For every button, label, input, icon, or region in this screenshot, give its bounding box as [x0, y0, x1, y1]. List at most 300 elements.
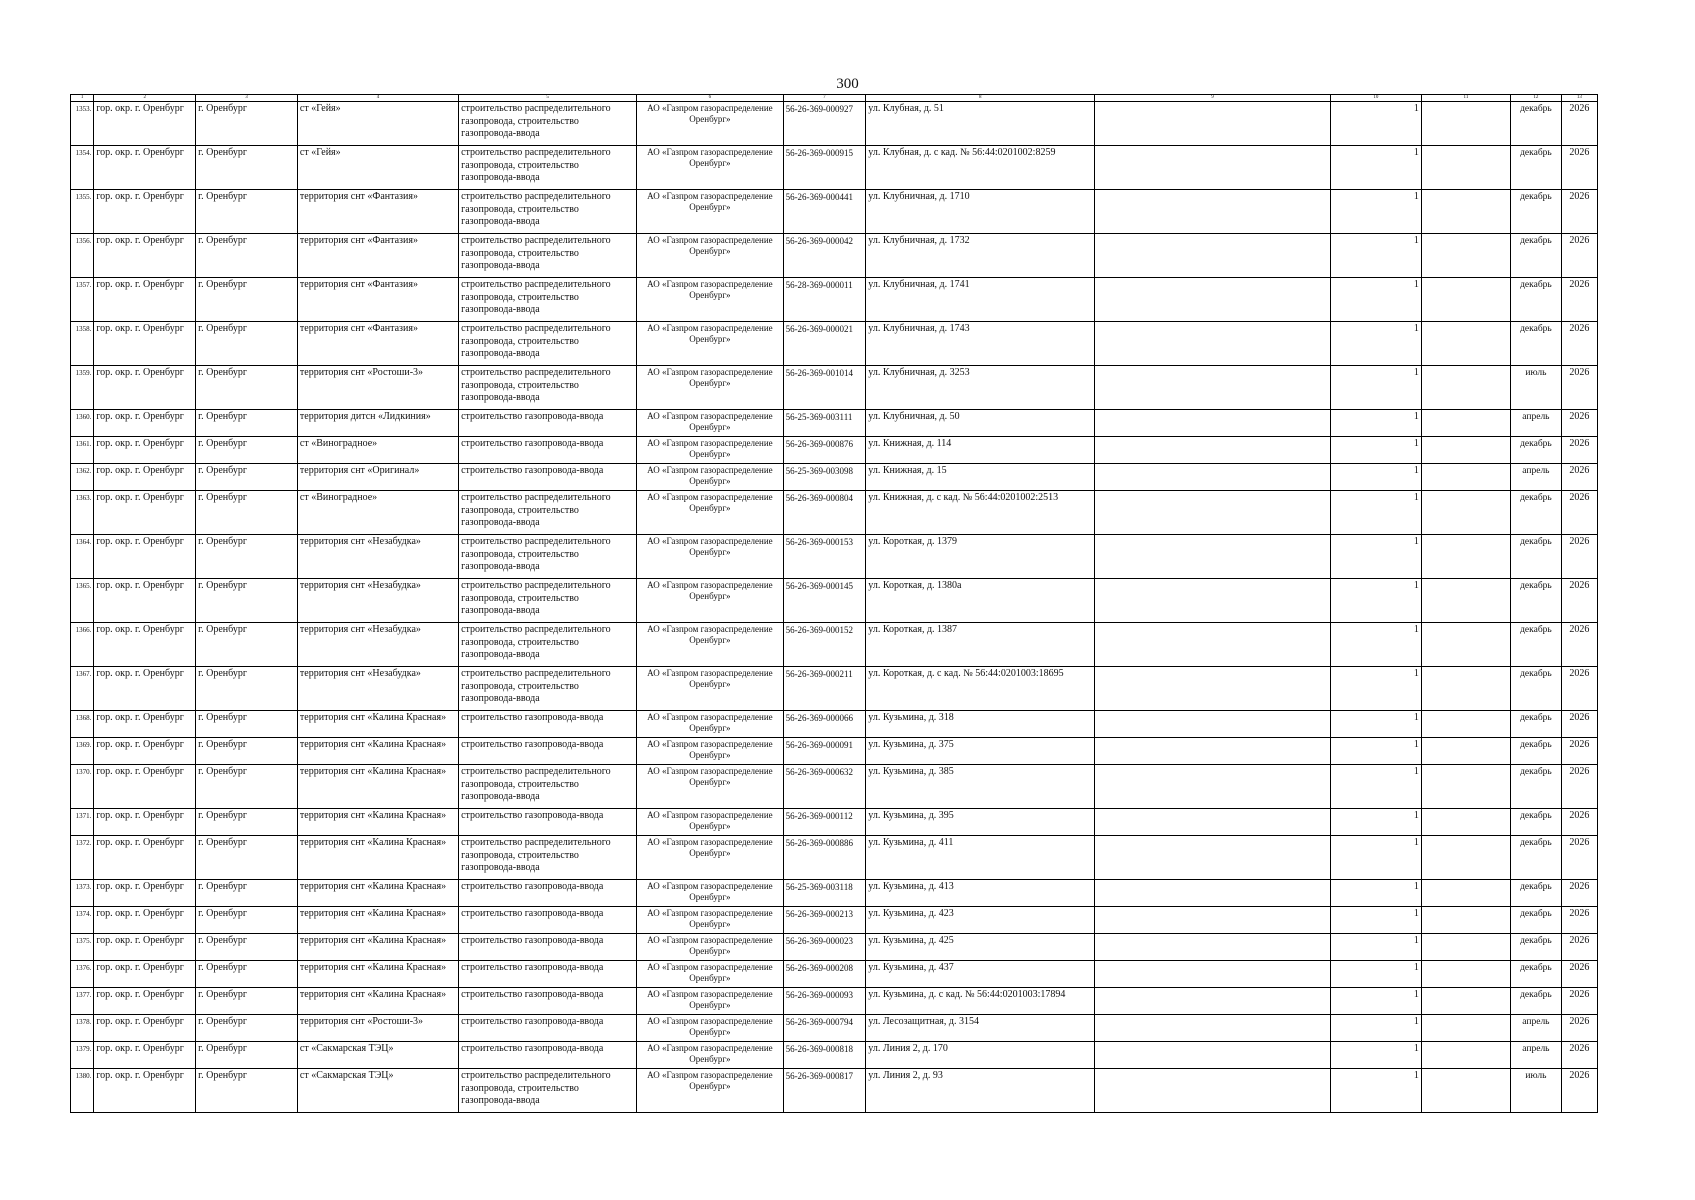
year-cell: 2026	[1561, 234, 1597, 278]
count-cell: 1	[1330, 711, 1421, 738]
column-11-cell	[1421, 322, 1510, 366]
count-cell: 1	[1330, 809, 1421, 836]
month-cell: декабрь	[1510, 934, 1561, 961]
organization-cell: АО «Газпром газораспределение Оренбург»	[637, 322, 783, 366]
column-9-cell	[1095, 437, 1330, 464]
municipality-cell: гор. окр. г. Оренбург	[94, 738, 196, 765]
month-cell: декабрь	[1510, 809, 1561, 836]
application-number-cell: 56-25-369-003118	[783, 880, 866, 907]
address-cell: ул. Клубничная, д. 1743	[866, 322, 1095, 366]
year-cell: 2026	[1561, 366, 1597, 410]
application-number-cell: 56-26-369-000632	[783, 765, 866, 809]
month-cell: апрель	[1510, 464, 1561, 491]
territory-cell: ст «Виноградное»	[297, 437, 458, 464]
row-number: 1359.	[71, 366, 94, 410]
row-number: 1366.	[71, 623, 94, 667]
address-cell: ул. Короткая, д. 1387	[866, 623, 1095, 667]
column-11-cell	[1421, 1015, 1510, 1042]
territory-cell: ст «Гейя»	[297, 146, 458, 190]
count-cell: 1	[1330, 836, 1421, 880]
organization-cell: АО «Газпром газораспределение Оренбург»	[637, 836, 783, 880]
column-11-cell	[1421, 464, 1510, 491]
settlement-cell: г. Оренбург	[196, 437, 298, 464]
column-number: 13	[1561, 95, 1597, 102]
column-11-cell	[1421, 623, 1510, 667]
year-cell: 2026	[1561, 437, 1597, 464]
column-11-cell	[1421, 711, 1510, 738]
address-cell: ул. Кузьмина, д. 318	[866, 711, 1095, 738]
municipality-cell: гор. окр. г. Оренбург	[94, 190, 196, 234]
page-number: 300	[836, 76, 859, 92]
count-cell: 1	[1330, 1015, 1421, 1042]
column-9-cell	[1095, 146, 1330, 190]
organization-cell: АО «Газпром газораспределение Оренбург»	[637, 711, 783, 738]
column-9-cell	[1095, 322, 1330, 366]
column-number: 8	[866, 95, 1095, 102]
column-number: 11	[1421, 95, 1510, 102]
year-cell: 2026	[1561, 711, 1597, 738]
territory-cell: территория снт «Незабудка»	[297, 579, 458, 623]
organization-cell: АО «Газпром газораспределение Оренбург»	[637, 464, 783, 491]
column-9-cell	[1095, 711, 1330, 738]
row-number: 1360.	[71, 410, 94, 437]
application-number-cell: 56-25-369-003098	[783, 464, 866, 491]
column-9-cell	[1095, 491, 1330, 535]
settlement-cell: г. Оренбург	[196, 190, 298, 234]
year-cell: 2026	[1561, 278, 1597, 322]
table-row	[71, 146, 1598, 190]
address-cell: ул. Линия 2, д. 93	[866, 1069, 1095, 1113]
territory-cell: территория снт «Ростоши-3»	[297, 366, 458, 410]
column-9-cell	[1095, 464, 1330, 491]
month-cell: декабрь	[1510, 234, 1561, 278]
column-11-cell	[1421, 146, 1510, 190]
territory-cell: ст «Сакмарская ТЭЦ»	[297, 1042, 458, 1069]
territory-cell: ст «Гейя»	[297, 102, 458, 146]
column-9-cell	[1095, 1069, 1330, 1113]
year-cell: 2026	[1561, 579, 1597, 623]
municipality-cell: гор. окр. г. Оренбург	[94, 907, 196, 934]
column-9-cell	[1095, 667, 1330, 711]
address-cell: ул. Лесозащитная, д. 3154	[866, 1015, 1095, 1042]
register-body	[71, 102, 1598, 1113]
settlement-cell: г. Оренбург	[196, 410, 298, 437]
address-cell: ул. Книжная, д. с кад. № 56:44:0201002:2513	[866, 491, 1095, 535]
address-cell: ул. Кузьмина, д. 423	[866, 907, 1095, 934]
count-cell: 1	[1330, 322, 1421, 366]
application-number-cell: 56-26-369-000441	[783, 190, 866, 234]
municipality-cell: гор. окр. г. Оренбург	[94, 322, 196, 366]
work-type-cell: строительство распределительного газопровода, строительство газопровода-ввода	[459, 491, 637, 535]
year-cell: 2026	[1561, 1069, 1597, 1113]
table-row	[71, 102, 1598, 146]
work-type-cell: строительство газопровода-ввода	[459, 1015, 637, 1042]
application-number-cell: 56-26-369-000818	[783, 1042, 866, 1069]
organization-cell: АО «Газпром газораспределение Оренбург»	[637, 1042, 783, 1069]
month-cell: апрель	[1510, 410, 1561, 437]
month-cell: декабрь	[1510, 623, 1561, 667]
table-row	[71, 880, 1598, 907]
settlement-cell: г. Оренбург	[196, 907, 298, 934]
territory-cell: территория снт «Ростоши-3»	[297, 1015, 458, 1042]
column-9-cell	[1095, 765, 1330, 809]
work-type-cell: строительство газопровода-ввода	[459, 988, 637, 1015]
year-cell: 2026	[1561, 102, 1597, 146]
municipality-cell: гор. окр. г. Оренбург	[94, 366, 196, 410]
settlement-cell: г. Оренбург	[196, 491, 298, 535]
month-cell: декабрь	[1510, 322, 1561, 366]
municipality-cell: гор. окр. г. Оренбург	[94, 234, 196, 278]
year-cell: 2026	[1561, 988, 1597, 1015]
application-number-cell: 56-26-369-000876	[783, 437, 866, 464]
year-cell: 2026	[1561, 880, 1597, 907]
organization-cell: АО «Газпром газораспределение Оренбург»	[637, 234, 783, 278]
table-row	[71, 961, 1598, 988]
column-9-cell	[1095, 366, 1330, 410]
column-9-cell	[1095, 102, 1330, 146]
municipality-cell: гор. окр. г. Оренбург	[94, 579, 196, 623]
month-cell: декабрь	[1510, 102, 1561, 146]
month-cell: декабрь	[1510, 765, 1561, 809]
application-number-cell: 56-26-369-000794	[783, 1015, 866, 1042]
column-11-cell	[1421, 190, 1510, 234]
column-number: 9	[1095, 95, 1330, 102]
territory-cell: территория снт «Фантазия»	[297, 234, 458, 278]
address-cell: ул. Кузьмина, д. 385	[866, 765, 1095, 809]
address-cell: ул. Кузьмина, д. 425	[866, 934, 1095, 961]
year-cell: 2026	[1561, 809, 1597, 836]
table-row	[71, 934, 1598, 961]
address-cell: ул. Короткая, д. с кад. № 56:44:0201003:18695	[866, 667, 1095, 711]
column-11-cell	[1421, 437, 1510, 464]
month-cell: июль	[1510, 1069, 1561, 1113]
settlement-cell: г. Оренбург	[196, 711, 298, 738]
row-number: 1364.	[71, 535, 94, 579]
column-number: 12	[1510, 95, 1561, 102]
column-11-cell	[1421, 809, 1510, 836]
row-number: 1362.	[71, 464, 94, 491]
work-type-cell: строительство распределительного газопровода, строительство газопровода-ввода	[459, 366, 637, 410]
municipality-cell: гор. окр. г. Оренбург	[94, 278, 196, 322]
municipality-cell: гор. окр. г. Оренбург	[94, 988, 196, 1015]
column-11-cell	[1421, 765, 1510, 809]
territory-cell: территория снт «Фантазия»	[297, 322, 458, 366]
settlement-cell: г. Оренбург	[196, 623, 298, 667]
count-cell: 1	[1330, 623, 1421, 667]
application-number-cell: 56-26-369-000886	[783, 836, 866, 880]
column-9-cell	[1095, 278, 1330, 322]
column-11-cell	[1421, 880, 1510, 907]
year-cell: 2026	[1561, 1042, 1597, 1069]
application-number-cell: 56-26-369-000804	[783, 491, 866, 535]
address-cell: ул. Кузьмина, д. с кад. № 56:44:0201003:17894	[866, 988, 1095, 1015]
organization-cell: АО «Газпром газораспределение Оренбург»	[637, 988, 783, 1015]
organization-cell: АО «Газпром газораспределение Оренбург»	[637, 765, 783, 809]
column-9-cell	[1095, 234, 1330, 278]
column-number: 4	[297, 95, 458, 102]
table-row	[71, 809, 1598, 836]
count-cell: 1	[1330, 491, 1421, 535]
month-cell: апрель	[1510, 1042, 1561, 1069]
territory-cell: ст «Сакмарская ТЭЦ»	[297, 1069, 458, 1113]
municipality-cell: гор. окр. г. Оренбург	[94, 765, 196, 809]
work-type-cell: строительство газопровода-ввода	[459, 464, 637, 491]
address-cell: ул. Клубничная, д. 1710	[866, 190, 1095, 234]
year-cell: 2026	[1561, 667, 1597, 711]
settlement-cell: г. Оренбург	[196, 765, 298, 809]
month-cell: декабрь	[1510, 190, 1561, 234]
application-number-cell: 56-26-369-000153	[783, 535, 866, 579]
count-cell: 1	[1330, 535, 1421, 579]
organization-cell: АО «Газпром газораспределение Оренбург»	[637, 535, 783, 579]
work-type-cell: строительство распределительного газопровода, строительство газопровода-ввода	[459, 234, 637, 278]
settlement-cell: г. Оренбург	[196, 988, 298, 1015]
territory-cell: территория снт «Фантазия»	[297, 278, 458, 322]
work-type-cell: строительство газопровода-ввода	[459, 907, 637, 934]
year-cell: 2026	[1561, 535, 1597, 579]
column-number: 2	[94, 95, 196, 102]
work-type-cell: строительство газопровода-ввода	[459, 809, 637, 836]
application-number-cell: 56-26-369-000213	[783, 907, 866, 934]
municipality-cell: гор. окр. г. Оренбург	[94, 410, 196, 437]
territory-cell: территория снт «Незабудка»	[297, 667, 458, 711]
column-9-cell	[1095, 934, 1330, 961]
organization-cell: АО «Газпром газораспределение Оренбург»	[637, 907, 783, 934]
column-number: 5	[459, 95, 637, 102]
column-11-cell	[1421, 410, 1510, 437]
year-cell: 2026	[1561, 934, 1597, 961]
territory-cell: территория дитсн «Лидкиния»	[297, 410, 458, 437]
settlement-cell: г. Оренбург	[196, 809, 298, 836]
address-cell: ул. Кузьмина, д. 395	[866, 809, 1095, 836]
column-9-cell	[1095, 1042, 1330, 1069]
work-type-cell: строительство распределительного газопровода, строительство газопровода-ввода	[459, 1069, 637, 1113]
row-number: 1363.	[71, 491, 94, 535]
table-row	[71, 1015, 1598, 1042]
table-row	[71, 234, 1598, 278]
column-number: 3	[196, 95, 298, 102]
column-9-cell	[1095, 907, 1330, 934]
settlement-cell: г. Оренбург	[196, 836, 298, 880]
municipality-cell: гор. окр. г. Оренбург	[94, 1015, 196, 1042]
row-number: 1380.	[71, 1069, 94, 1113]
territory-cell: территория снт «Калина Красная»	[297, 880, 458, 907]
settlement-cell: г. Оренбург	[196, 1042, 298, 1069]
application-number-cell: 56-26-369-000145	[783, 579, 866, 623]
settlement-cell: г. Оренбург	[196, 366, 298, 410]
month-cell: декабрь	[1510, 437, 1561, 464]
address-cell: ул. Книжная, д. 114	[866, 437, 1095, 464]
row-number: 1354.	[71, 146, 94, 190]
application-number-cell: 56-26-369-000927	[783, 102, 866, 146]
territory-cell: территория снт «Калина Красная»	[297, 988, 458, 1015]
month-cell: декабрь	[1510, 907, 1561, 934]
organization-cell: АО «Газпром газораспределение Оренбург»	[637, 880, 783, 907]
address-cell: ул. Линия 2, д. 170	[866, 1042, 1095, 1069]
municipality-cell: гор. окр. г. Оренбург	[94, 623, 196, 667]
organization-cell: АО «Газпром газораспределение Оренбург»	[637, 1069, 783, 1113]
row-number: 1377.	[71, 988, 94, 1015]
table-row	[71, 667, 1598, 711]
column-11-cell	[1421, 836, 1510, 880]
municipality-cell: гор. окр. г. Оренбург	[94, 667, 196, 711]
month-cell: декабрь	[1510, 711, 1561, 738]
year-cell: 2026	[1561, 322, 1597, 366]
application-number-cell: 56-26-369-000021	[783, 322, 866, 366]
municipality-cell: гор. окр. г. Оренбург	[94, 809, 196, 836]
month-cell: декабрь	[1510, 836, 1561, 880]
organization-cell: АО «Газпром газораспределение Оренбург»	[637, 146, 783, 190]
settlement-cell: г. Оренбург	[196, 934, 298, 961]
organization-cell: АО «Газпром газораспределение Оренбург»	[637, 579, 783, 623]
table-row	[71, 836, 1598, 880]
work-type-cell: строительство распределительного газопровода, строительство газопровода-ввода	[459, 765, 637, 809]
column-11-cell	[1421, 366, 1510, 410]
work-type-cell: строительство распределительного газопровода, строительство газопровода-ввода	[459, 278, 637, 322]
territory-cell: территория снт «Фантазия»	[297, 190, 458, 234]
row-number: 1375.	[71, 934, 94, 961]
column-11-cell	[1421, 934, 1510, 961]
count-cell: 1	[1330, 278, 1421, 322]
organization-cell: АО «Газпром газораспределение Оренбург»	[637, 934, 783, 961]
row-number: 1367.	[71, 667, 94, 711]
year-cell: 2026	[1561, 738, 1597, 765]
table-row	[71, 1042, 1598, 1069]
count-cell: 1	[1330, 579, 1421, 623]
organization-cell: АО «Газпром газораспределение Оренбург»	[637, 623, 783, 667]
municipality-cell: гор. окр. г. Оренбург	[94, 836, 196, 880]
organization-cell: АО «Газпром газораспределение Оренбург»	[637, 491, 783, 535]
table-row	[71, 464, 1598, 491]
organization-cell: АО «Газпром газораспределение Оренбург»	[637, 410, 783, 437]
count-cell: 1	[1330, 146, 1421, 190]
row-number: 1356.	[71, 234, 94, 278]
month-cell: декабрь	[1510, 738, 1561, 765]
organization-cell: АО «Газпром газораспределение Оренбург»	[637, 278, 783, 322]
column-11-cell	[1421, 667, 1510, 711]
table-row	[71, 322, 1598, 366]
settlement-cell: г. Оренбург	[196, 234, 298, 278]
column-number: 7	[783, 95, 866, 102]
work-type-cell: строительство газопровода-ввода	[459, 1042, 637, 1069]
work-type-cell: строительство распределительного газопровода, строительство газопровода-ввода	[459, 146, 637, 190]
application-number-cell: 56-26-369-000915	[783, 146, 866, 190]
table-row	[71, 437, 1598, 464]
month-cell: декабрь	[1510, 579, 1561, 623]
table-row	[71, 535, 1598, 579]
organization-cell: АО «Газпром газораспределение Оренбург»	[637, 809, 783, 836]
column-11-cell	[1421, 988, 1510, 1015]
table-row	[71, 410, 1598, 437]
address-cell: ул. Короткая, д. 1379	[866, 535, 1095, 579]
year-cell: 2026	[1561, 464, 1597, 491]
year-cell: 2026	[1561, 765, 1597, 809]
column-9-cell	[1095, 1015, 1330, 1042]
count-cell: 1	[1330, 988, 1421, 1015]
row-number: 1379.	[71, 1042, 94, 1069]
column-11-cell	[1421, 535, 1510, 579]
address-cell: ул. Клубничная, д. 1732	[866, 234, 1095, 278]
organization-cell: АО «Газпром газораспределение Оренбург»	[637, 961, 783, 988]
row-number: 1365.	[71, 579, 94, 623]
settlement-cell: г. Оренбург	[196, 880, 298, 907]
column-9-cell	[1095, 809, 1330, 836]
address-cell: ул. Клубничная, д. 50	[866, 410, 1095, 437]
row-number: 1353.	[71, 102, 94, 146]
territory-cell: территория снт «Незабудка»	[297, 535, 458, 579]
column-11-cell	[1421, 961, 1510, 988]
application-number-cell: 56-26-369-000066	[783, 711, 866, 738]
territory-cell: территория снт «Калина Красная»	[297, 934, 458, 961]
table-row	[71, 907, 1598, 934]
row-number: 1370.	[71, 765, 94, 809]
table-row	[71, 988, 1598, 1015]
column-9-cell	[1095, 623, 1330, 667]
work-type-cell: строительство распределительного газопровода, строительство газопровода-ввода	[459, 836, 637, 880]
year-cell: 2026	[1561, 623, 1597, 667]
table-row	[71, 765, 1598, 809]
column-11-cell	[1421, 1069, 1510, 1113]
territory-cell: территория снт «Незабудка»	[297, 623, 458, 667]
month-cell: декабрь	[1510, 961, 1561, 988]
column-9-cell	[1095, 190, 1330, 234]
register-table	[70, 94, 1598, 1113]
column-9-cell	[1095, 738, 1330, 765]
column-11-cell	[1421, 907, 1510, 934]
column-9-cell	[1095, 961, 1330, 988]
application-number-cell: 56-26-369-000112	[783, 809, 866, 836]
settlement-cell: г. Оренбург	[196, 667, 298, 711]
year-cell: 2026	[1561, 1015, 1597, 1042]
work-type-cell: строительство распределительного газопровода, строительство газопровода-ввода	[459, 623, 637, 667]
organization-cell: АО «Газпром газораспределение Оренбург»	[637, 738, 783, 765]
row-number: 1376.	[71, 961, 94, 988]
municipality-cell: гор. окр. г. Оренбург	[94, 491, 196, 535]
count-cell: 1	[1330, 366, 1421, 410]
municipality-cell: гор. окр. г. Оренбург	[94, 1069, 196, 1113]
settlement-cell: г. Оренбург	[196, 278, 298, 322]
address-cell: ул. Короткая, д. 1380а	[866, 579, 1095, 623]
count-cell: 1	[1330, 934, 1421, 961]
row-number: 1355.	[71, 190, 94, 234]
column-9-cell	[1095, 836, 1330, 880]
column-9-cell	[1095, 880, 1330, 907]
application-number-cell: 56-26-369-000042	[783, 234, 866, 278]
address-cell: ул. Клубничная, д. 1741	[866, 278, 1095, 322]
row-number: 1378.	[71, 1015, 94, 1042]
count-cell: 1	[1330, 1069, 1421, 1113]
table-row	[71, 579, 1598, 623]
count-cell: 1	[1330, 667, 1421, 711]
application-number-cell: 56-26-369-000093	[783, 988, 866, 1015]
month-cell: декабрь	[1510, 880, 1561, 907]
territory-cell: территория снт «Калина Красная»	[297, 836, 458, 880]
territory-cell: территория снт «Калина Красная»	[297, 961, 458, 988]
application-number-cell: 56-26-369-000023	[783, 934, 866, 961]
settlement-cell: г. Оренбург	[196, 322, 298, 366]
organization-cell: АО «Газпром газораспределение Оренбург»	[637, 437, 783, 464]
work-type-cell: строительство газопровода-ввода	[459, 738, 637, 765]
column-11-cell	[1421, 1042, 1510, 1069]
count-cell: 1	[1330, 410, 1421, 437]
address-cell: ул. Кузьмина, д. 437	[866, 961, 1095, 988]
month-cell: декабрь	[1510, 146, 1561, 190]
table-row	[71, 738, 1598, 765]
column-9-cell	[1095, 535, 1330, 579]
month-cell: июль	[1510, 366, 1561, 410]
municipality-cell: гор. окр. г. Оренбург	[94, 880, 196, 907]
application-number-cell: 56-26-369-000152	[783, 623, 866, 667]
